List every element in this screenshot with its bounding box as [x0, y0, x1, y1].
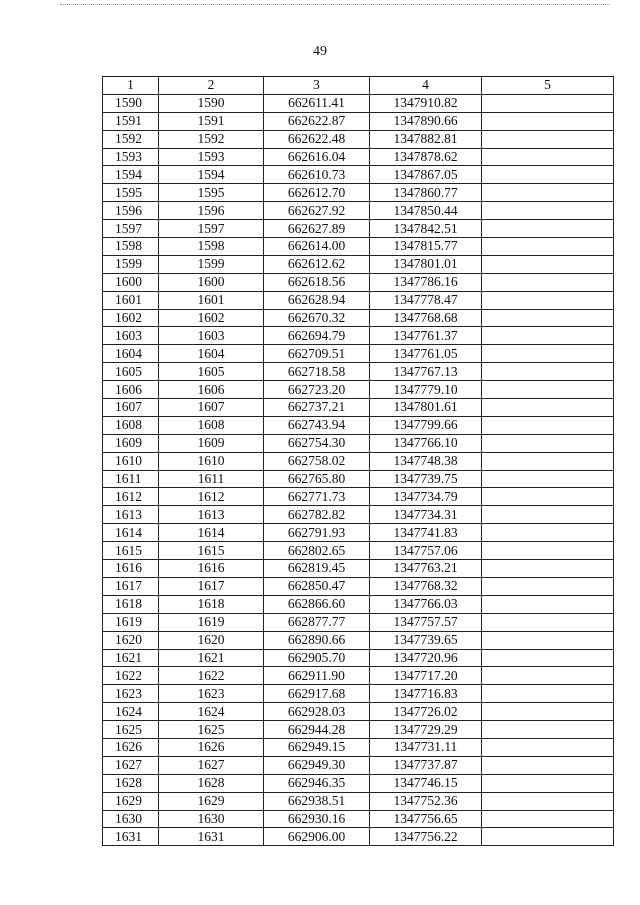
- table-row: [103, 828, 614, 846]
- note-cell: [482, 166, 614, 184]
- point-number-cell: 1600: [103, 273, 159, 291]
- x-coordinate-cell: 662622.87: [264, 112, 370, 130]
- table-body: [103, 94, 614, 845]
- y-coordinate-cell: 1347878.62: [370, 148, 482, 166]
- point-number-cell: 1609: [103, 434, 159, 452]
- point-id-cell: 1593: [159, 148, 264, 166]
- note-cell: [482, 434, 614, 452]
- point-id-cell: 1623: [159, 685, 264, 703]
- point-id-cell: 1618: [159, 595, 264, 613]
- table-row: [103, 273, 614, 291]
- point-number-cell: 1608: [103, 416, 159, 434]
- point-id-cell: 1605: [159, 363, 264, 381]
- table-header: [103, 77, 614, 95]
- point-id-cell: 1631: [159, 828, 264, 846]
- x-coordinate-cell: 662614.00: [264, 238, 370, 256]
- note-cell: [482, 560, 614, 578]
- table-row: [103, 577, 614, 595]
- point-number-cell: 1615: [103, 542, 159, 560]
- note-cell: [482, 452, 614, 470]
- point-number-cell: 1619: [103, 613, 159, 631]
- y-coordinate-cell: 1347746.15: [370, 774, 482, 792]
- y-coordinate-cell: 1347882.81: [370, 130, 482, 148]
- table-row: [103, 738, 614, 756]
- column-header-5: 5: [482, 77, 614, 95]
- x-coordinate-cell: 662758.02: [264, 452, 370, 470]
- y-coordinate-cell: 1347799.66: [370, 416, 482, 434]
- point-number-cell: 1631: [103, 828, 159, 846]
- point-number-cell: 1611: [103, 470, 159, 488]
- note-cell: [482, 703, 614, 721]
- point-id-cell: 1615: [159, 542, 264, 560]
- note-cell: [482, 738, 614, 756]
- point-id-cell: 1627: [159, 756, 264, 774]
- table-row: [103, 255, 614, 273]
- table-row: [103, 363, 614, 381]
- x-coordinate-cell: 662782.82: [264, 506, 370, 524]
- point-id-cell: 1625: [159, 721, 264, 739]
- x-coordinate-cell: 662791.93: [264, 524, 370, 542]
- point-id-cell: 1608: [159, 416, 264, 434]
- table-row: [103, 524, 614, 542]
- table-row: [103, 488, 614, 506]
- point-number-cell: 1630: [103, 810, 159, 828]
- x-coordinate-cell: 662930.16: [264, 810, 370, 828]
- note-cell: [482, 309, 614, 327]
- point-number-cell: 1595: [103, 184, 159, 202]
- table-row: [103, 792, 614, 810]
- table-row: [103, 774, 614, 792]
- y-coordinate-cell: 1347850.44: [370, 202, 482, 220]
- y-coordinate-cell: 1347766.10: [370, 434, 482, 452]
- table-row: [103, 542, 614, 560]
- column-header-4: 4: [370, 77, 482, 95]
- x-coordinate-cell: 662694.79: [264, 327, 370, 345]
- x-coordinate-cell: 662611.41: [264, 94, 370, 112]
- y-coordinate-cell: 1347739.75: [370, 470, 482, 488]
- y-coordinate-cell: 1347779.10: [370, 381, 482, 399]
- x-coordinate-cell: 662737.21: [264, 399, 370, 417]
- table-row: [103, 309, 614, 327]
- table-row: [103, 399, 614, 417]
- table-row: [103, 220, 614, 238]
- point-number-cell: 1596: [103, 202, 159, 220]
- y-coordinate-cell: 1347731.11: [370, 738, 482, 756]
- note-cell: [482, 273, 614, 291]
- column-header-3: 3: [264, 77, 370, 95]
- x-coordinate-cell: 662905.70: [264, 649, 370, 667]
- point-number-cell: 1590: [103, 94, 159, 112]
- point-id-cell: 1598: [159, 238, 264, 256]
- note-cell: [482, 649, 614, 667]
- x-coordinate-cell: 662819.45: [264, 560, 370, 578]
- table-row: [103, 434, 614, 452]
- note-cell: [482, 470, 614, 488]
- point-number-cell: 1625: [103, 721, 159, 739]
- point-id-cell: 1613: [159, 506, 264, 524]
- table-row: [103, 560, 614, 578]
- x-coordinate-cell: 662709.51: [264, 345, 370, 363]
- point-number-cell: 1597: [103, 220, 159, 238]
- point-id-cell: 1616: [159, 560, 264, 578]
- note-cell: [482, 721, 614, 739]
- column-header-2: 2: [159, 77, 264, 95]
- y-coordinate-cell: 1347842.51: [370, 220, 482, 238]
- x-coordinate-cell: 662866.60: [264, 595, 370, 613]
- y-coordinate-cell: 1347726.02: [370, 703, 482, 721]
- note-cell: [482, 506, 614, 524]
- x-coordinate-cell: 662946.35: [264, 774, 370, 792]
- point-number-cell: 1618: [103, 595, 159, 613]
- x-coordinate-cell: 662850.47: [264, 577, 370, 595]
- table-row: [103, 452, 614, 470]
- x-coordinate-cell: 662610.73: [264, 166, 370, 184]
- table-row: [103, 130, 614, 148]
- x-coordinate-cell: 662627.92: [264, 202, 370, 220]
- point-id-cell: 1609: [159, 434, 264, 452]
- table-row: [103, 649, 614, 667]
- point-id-cell: 1617: [159, 577, 264, 595]
- table-row: [103, 470, 614, 488]
- x-coordinate-cell: 662949.15: [264, 738, 370, 756]
- y-coordinate-cell: 1347737.87: [370, 756, 482, 774]
- y-coordinate-cell: 1347739.65: [370, 631, 482, 649]
- y-coordinate-cell: 1347763.21: [370, 560, 482, 578]
- table-row: [103, 327, 614, 345]
- point-id-cell: 1602: [159, 309, 264, 327]
- note-cell: [482, 381, 614, 399]
- y-coordinate-cell: 1347766.03: [370, 595, 482, 613]
- table-row: [103, 416, 614, 434]
- point-number-cell: 1624: [103, 703, 159, 721]
- note-cell: [482, 327, 614, 345]
- x-coordinate-cell: 662944.28: [264, 721, 370, 739]
- point-id-cell: 1594: [159, 166, 264, 184]
- y-coordinate-cell: 1347767.13: [370, 363, 482, 381]
- point-id-cell: 1619: [159, 613, 264, 631]
- point-number-cell: 1599: [103, 255, 159, 273]
- point-id-cell: 1621: [159, 649, 264, 667]
- point-id-cell: 1620: [159, 631, 264, 649]
- note-cell: [482, 524, 614, 542]
- point-number-cell: 1622: [103, 667, 159, 685]
- point-id-cell: 1626: [159, 738, 264, 756]
- note-cell: [482, 345, 614, 363]
- y-coordinate-cell: 1347716.83: [370, 685, 482, 703]
- y-coordinate-cell: 1347910.82: [370, 94, 482, 112]
- point-id-cell: 1590: [159, 94, 264, 112]
- x-coordinate-cell: 662802.65: [264, 542, 370, 560]
- x-coordinate-cell: 662612.62: [264, 255, 370, 273]
- x-coordinate-cell: 662928.03: [264, 703, 370, 721]
- note-cell: [482, 255, 614, 273]
- x-coordinate-cell: 662627.89: [264, 220, 370, 238]
- point-number-cell: 1592: [103, 130, 159, 148]
- point-number-cell: 1601: [103, 291, 159, 309]
- note-cell: [482, 792, 614, 810]
- table-row: [103, 506, 614, 524]
- table-row: [103, 685, 614, 703]
- point-id-cell: 1611: [159, 470, 264, 488]
- y-coordinate-cell: 1347757.06: [370, 542, 482, 560]
- coordinates-table: [102, 76, 614, 846]
- note-cell: [482, 828, 614, 846]
- y-coordinate-cell: 1347761.05: [370, 345, 482, 363]
- point-number-cell: 1613: [103, 506, 159, 524]
- y-coordinate-cell: 1347778.47: [370, 291, 482, 309]
- y-coordinate-cell: 1347761.37: [370, 327, 482, 345]
- note-cell: [482, 238, 614, 256]
- point-number-cell: 1623: [103, 685, 159, 703]
- point-number-cell: 1629: [103, 792, 159, 810]
- note-cell: [482, 184, 614, 202]
- note-cell: [482, 416, 614, 434]
- point-number-cell: 1626: [103, 738, 159, 756]
- point-number-cell: 1594: [103, 166, 159, 184]
- table-row: [103, 166, 614, 184]
- point-id-cell: 1599: [159, 255, 264, 273]
- note-cell: [482, 774, 614, 792]
- x-coordinate-cell: 662917.68: [264, 685, 370, 703]
- x-coordinate-cell: 662911.90: [264, 667, 370, 685]
- point-number-cell: 1602: [103, 309, 159, 327]
- point-number-cell: 1610: [103, 452, 159, 470]
- table-row: [103, 148, 614, 166]
- note-cell: [482, 810, 614, 828]
- y-coordinate-cell: 1347867.05: [370, 166, 482, 184]
- table-row: [103, 184, 614, 202]
- x-coordinate-cell: 662612.70: [264, 184, 370, 202]
- x-coordinate-cell: 662723.20: [264, 381, 370, 399]
- note-cell: [482, 613, 614, 631]
- point-id-cell: 1596: [159, 202, 264, 220]
- point-number-cell: 1604: [103, 345, 159, 363]
- point-id-cell: 1629: [159, 792, 264, 810]
- note-cell: [482, 130, 614, 148]
- point-number-cell: 1598: [103, 238, 159, 256]
- y-coordinate-cell: 1347734.31: [370, 506, 482, 524]
- table-row: [103, 703, 614, 721]
- point-id-cell: 1592: [159, 130, 264, 148]
- point-id-cell: 1628: [159, 774, 264, 792]
- note-cell: [482, 595, 614, 613]
- x-coordinate-cell: 662765.80: [264, 470, 370, 488]
- y-coordinate-cell: 1347741.83: [370, 524, 482, 542]
- y-coordinate-cell: 1347801.01: [370, 255, 482, 273]
- point-number-cell: 1593: [103, 148, 159, 166]
- y-coordinate-cell: 1347890.66: [370, 112, 482, 130]
- table-row: [103, 238, 614, 256]
- y-coordinate-cell: 1347768.32: [370, 577, 482, 595]
- y-coordinate-cell: 1347860.77: [370, 184, 482, 202]
- point-id-cell: 1591: [159, 112, 264, 130]
- point-id-cell: 1614: [159, 524, 264, 542]
- table-row: [103, 667, 614, 685]
- table-row: [103, 381, 614, 399]
- table-row: [103, 112, 614, 130]
- page-number: 49: [313, 44, 327, 59]
- table-row: [103, 631, 614, 649]
- note-cell: [482, 577, 614, 595]
- y-coordinate-cell: 1347757.57: [370, 613, 482, 631]
- note-cell: [482, 202, 614, 220]
- note-cell: [482, 488, 614, 506]
- x-coordinate-cell: 662622.48: [264, 130, 370, 148]
- point-id-cell: 1630: [159, 810, 264, 828]
- table-row: [103, 291, 614, 309]
- point-number-cell: 1606: [103, 381, 159, 399]
- point-id-cell: 1595: [159, 184, 264, 202]
- note-cell: [482, 399, 614, 417]
- point-id-cell: 1604: [159, 345, 264, 363]
- y-coordinate-cell: 1347756.65: [370, 810, 482, 828]
- point-number-cell: 1627: [103, 756, 159, 774]
- note-cell: [482, 148, 614, 166]
- x-coordinate-cell: 662771.73: [264, 488, 370, 506]
- point-number-cell: 1605: [103, 363, 159, 381]
- point-id-cell: 1607: [159, 399, 264, 417]
- header-row: [103, 77, 614, 95]
- table-row: [103, 94, 614, 112]
- point-number-cell: 1614: [103, 524, 159, 542]
- x-coordinate-cell: 662754.30: [264, 434, 370, 452]
- point-number-cell: 1628: [103, 774, 159, 792]
- x-coordinate-cell: 662743.94: [264, 416, 370, 434]
- top-rule: [60, 4, 610, 5]
- x-coordinate-cell: 662906.00: [264, 828, 370, 846]
- table-row: [103, 202, 614, 220]
- x-coordinate-cell: 662949.30: [264, 756, 370, 774]
- point-number-cell: 1603: [103, 327, 159, 345]
- point-id-cell: 1600: [159, 273, 264, 291]
- note-cell: [482, 112, 614, 130]
- point-number-cell: 1591: [103, 112, 159, 130]
- y-coordinate-cell: 1347717.20: [370, 667, 482, 685]
- point-number-cell: 1612: [103, 488, 159, 506]
- note-cell: [482, 631, 614, 649]
- point-id-cell: 1624: [159, 703, 264, 721]
- point-id-cell: 1606: [159, 381, 264, 399]
- point-number-cell: 1616: [103, 560, 159, 578]
- note-cell: [482, 291, 614, 309]
- point-id-cell: 1612: [159, 488, 264, 506]
- y-coordinate-cell: 1347815.77: [370, 238, 482, 256]
- point-number-cell: 1621: [103, 649, 159, 667]
- table-row: [103, 756, 614, 774]
- point-id-cell: 1601: [159, 291, 264, 309]
- y-coordinate-cell: 1347720.96: [370, 649, 482, 667]
- table-row: [103, 345, 614, 363]
- x-coordinate-cell: 662618.56: [264, 273, 370, 291]
- point-number-cell: 1607: [103, 399, 159, 417]
- point-id-cell: 1610: [159, 452, 264, 470]
- point-id-cell: 1603: [159, 327, 264, 345]
- y-coordinate-cell: 1347756.22: [370, 828, 482, 846]
- y-coordinate-cell: 1347752.36: [370, 792, 482, 810]
- x-coordinate-cell: 662628.94: [264, 291, 370, 309]
- table-row: [103, 613, 614, 631]
- column-header-1: 1: [103, 77, 159, 95]
- note-cell: [482, 220, 614, 238]
- table-row: [103, 595, 614, 613]
- y-coordinate-cell: 1347729.29: [370, 721, 482, 739]
- point-number-cell: 1617: [103, 577, 159, 595]
- x-coordinate-cell: 662718.58: [264, 363, 370, 381]
- y-coordinate-cell: 1347734.79: [370, 488, 482, 506]
- y-coordinate-cell: 1347748.38: [370, 452, 482, 470]
- x-coordinate-cell: 662616.04: [264, 148, 370, 166]
- y-coordinate-cell: 1347768.68: [370, 309, 482, 327]
- note-cell: [482, 542, 614, 560]
- point-id-cell: 1622: [159, 667, 264, 685]
- table-row: [103, 721, 614, 739]
- x-coordinate-cell: 662877.77: [264, 613, 370, 631]
- note-cell: [482, 363, 614, 381]
- note-cell: [482, 685, 614, 703]
- y-coordinate-cell: 1347801.61: [370, 399, 482, 417]
- x-coordinate-cell: 662670.32: [264, 309, 370, 327]
- x-coordinate-cell: 662938.51: [264, 792, 370, 810]
- table-row: [103, 810, 614, 828]
- note-cell: [482, 94, 614, 112]
- note-cell: [482, 756, 614, 774]
- note-cell: [482, 667, 614, 685]
- y-coordinate-cell: 1347786.16: [370, 273, 482, 291]
- point-id-cell: 1597: [159, 220, 264, 238]
- point-number-cell: 1620: [103, 631, 159, 649]
- x-coordinate-cell: 662890.66: [264, 631, 370, 649]
